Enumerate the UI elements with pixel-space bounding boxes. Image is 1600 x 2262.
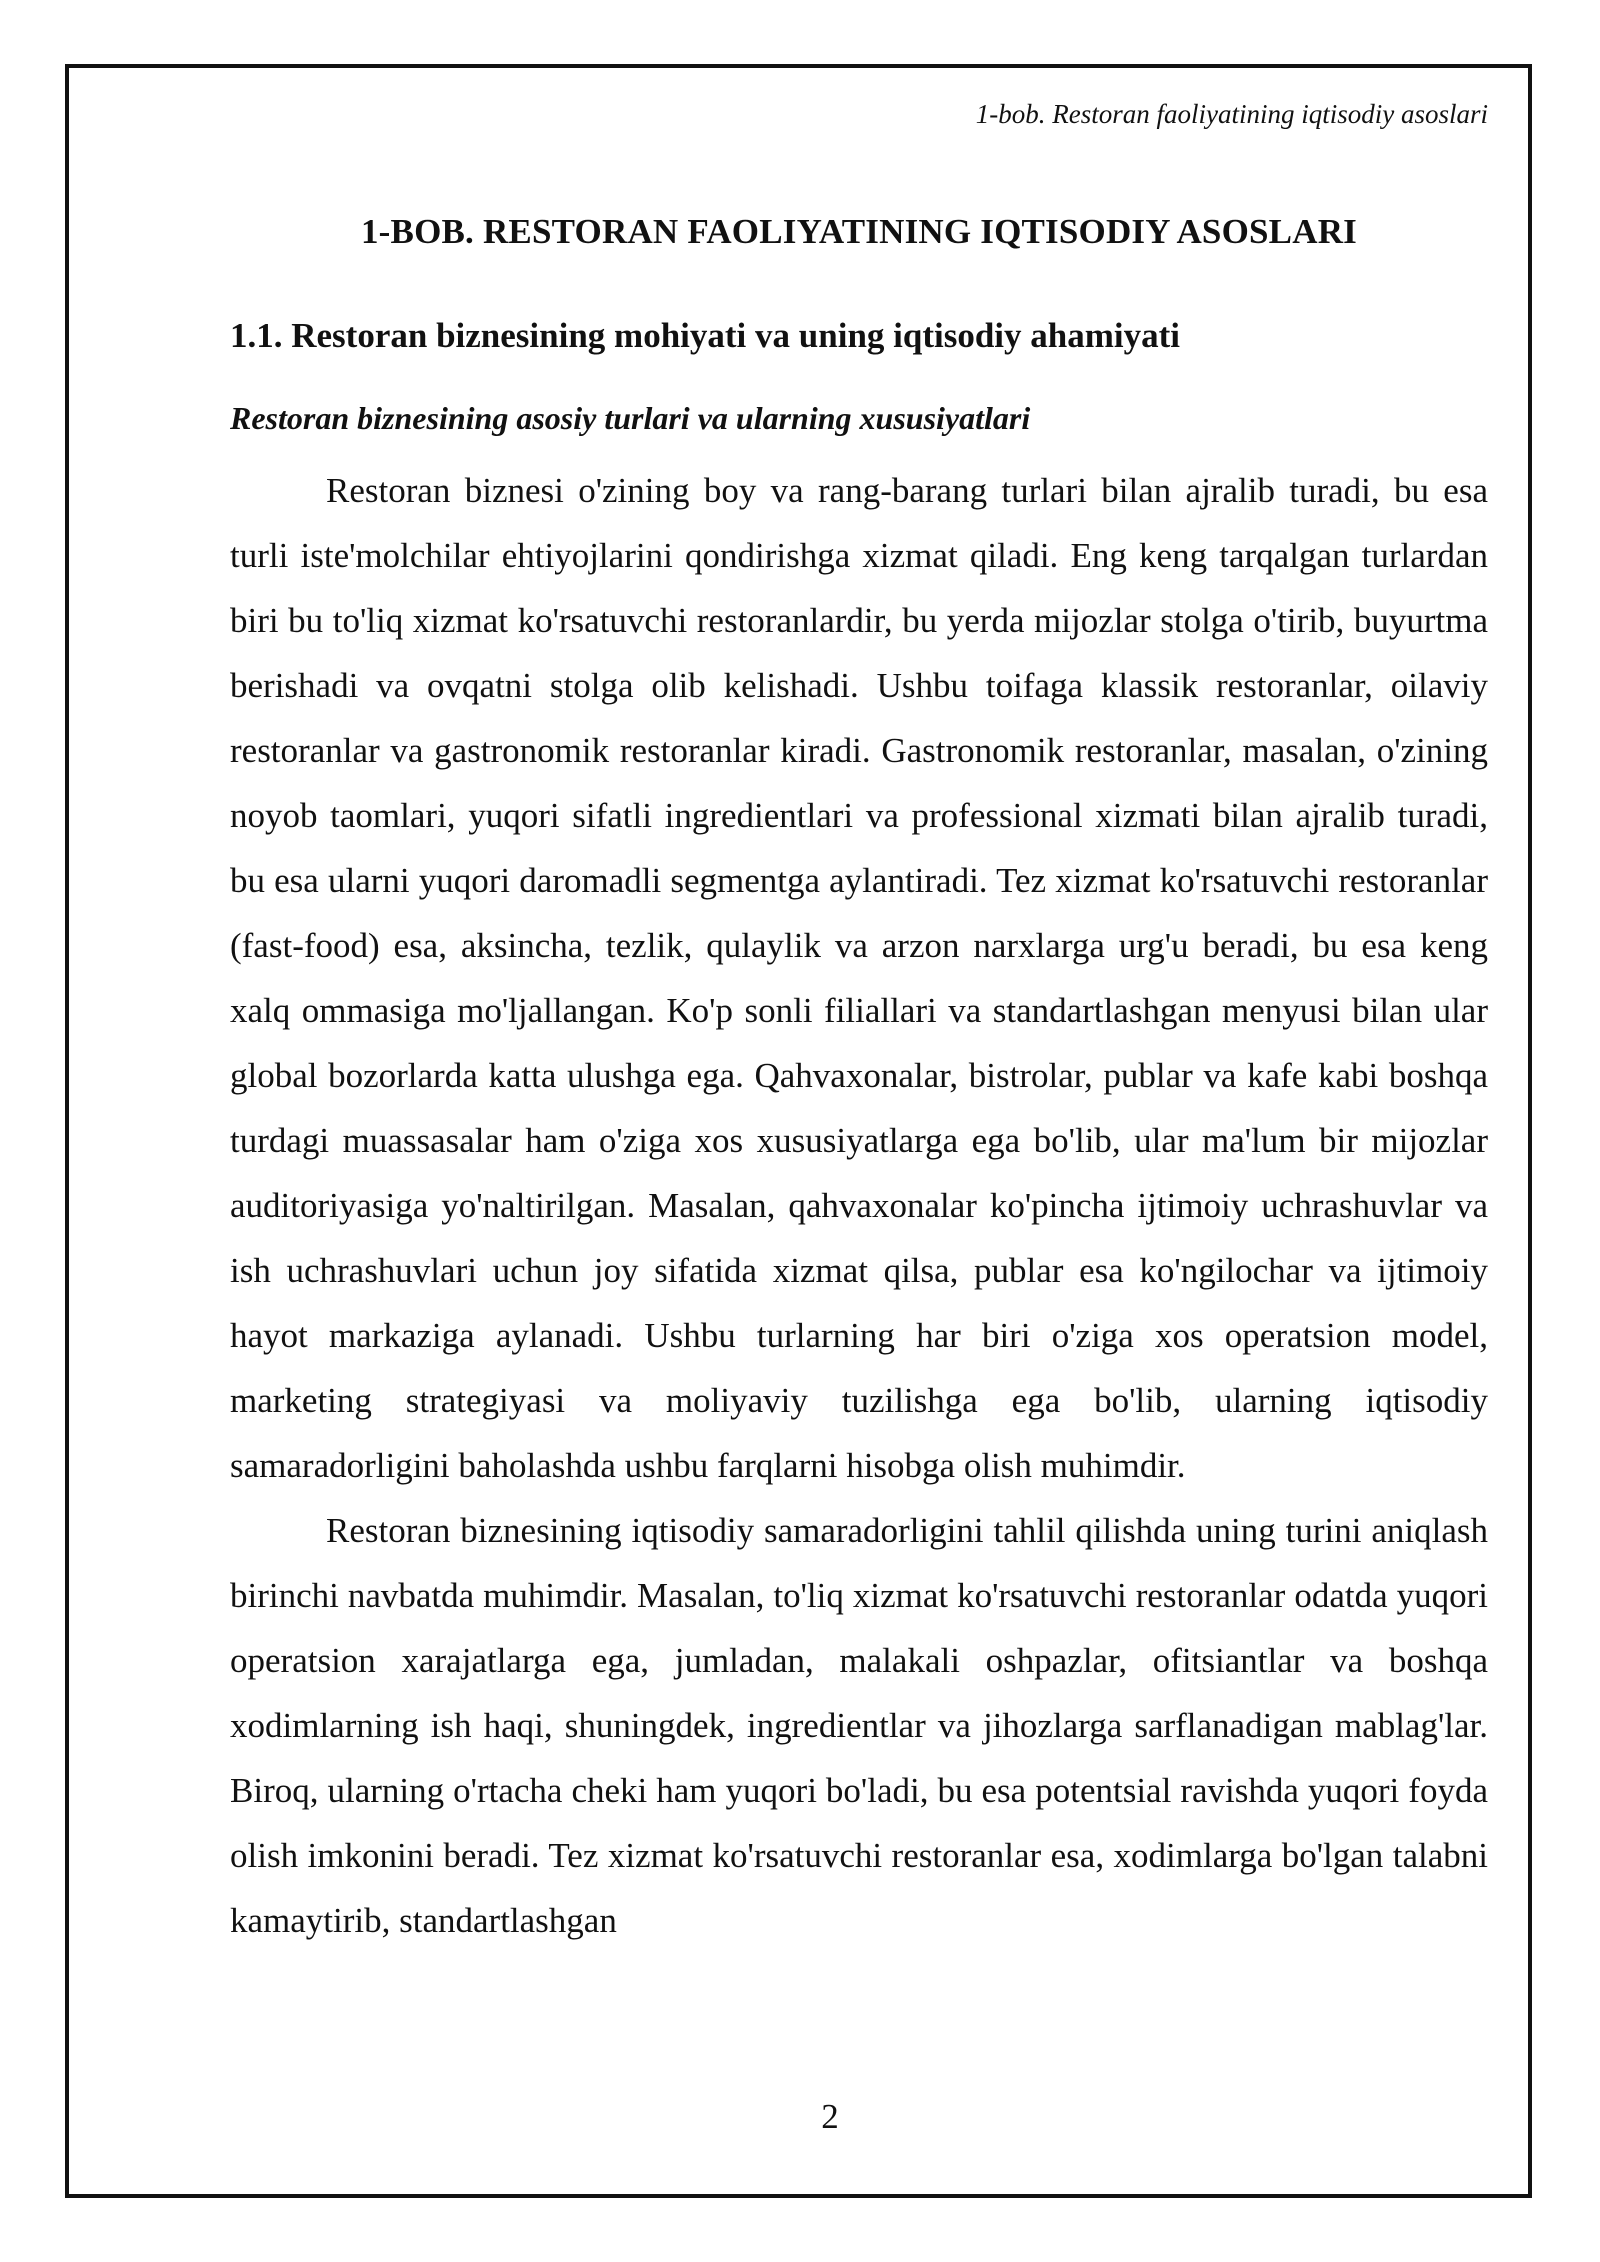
document-body — [230, 210, 1488, 1953]
running-header: 1-bob. Restoran faoliyatining iqtisodiy asoslari — [975, 99, 1488, 129]
body-paragraph: Restoran biznesining iqtisodiy samaradorligini tahlil qilishda uning turini aniqlash birinchi navbatda muhimdir. Masalan, to'liq xizmat ko'rsatuvchi restoranlar odatda yuqori operatsion xarajatlarga ega, jumladan, malakali oshpazlar, ofitsiantlar va boshqa xodimlarning ish haqi, shuningdek, ingredientlar va jihozlarga sarflanadigan mablag'lar. Biroq, ularning o'rtacha cheki ham yuqori bo'ladi, bu esa potentsial ravishda yuqori foyda olish imkonini beradi. Tez xizmat ko'rsatuvchi restoranlar esa, xodimlarga bo'lgan talabni kamaytirib, standartlashgan — [230, 1511, 1488, 1940]
subsection-title: Restoran biznesining asosiy turlari va ularning xususiyatlari — [230, 400, 1031, 436]
section-title: 1.1. Restoran biznesining mohiyati va uning iqtisodiy ahamiyati — [230, 316, 1181, 355]
body-paragraph: Restoran biznesi o'zining boy va rang-barang turlari bilan ajralib turadi, bu esa turli iste'molchilar ehtiyojlarini qondirishga xizmat qiladi. Eng keng tarqalgan turlardan biri bu to'liq xizmat ko'rsatuvchi restoranlardir, bu yerda mijozlar stolga o'tirib, buyurtma berishadi va ovqatni stolga olib kelishadi. Ushbu toifaga klassik restoranlar, oilaviy restoranlar va gastronomik restoranlar kiradi. Gastronomik restoranlar, masalan, o'zining noyob taomlari, yuqori sifatli ingredientlari va professional xizmati bilan ajralib turadi, bu esa ularni yuqori daromadli segmentga aylantiradi. Tez xizmat ko'rsatuvchi restoranlar (fast-food) esa, aksincha, tezlik, qulaylik va arzon narxlarga urg'u beradi, bu esa keng xalq ommasiga mo'ljallangan. Ko'p sonli filiallari va standartlashgan menyusi bilan ular global bozorlarda katta ulushga ega. Qahvaxonalar, bistrolar, publar va kafe kabi boshqa turdagi muassasalar ham o'ziga xos xususiyatlarga ega bo'lib, ular ma'lum bir mijozlar auditoriyasiga yo'naltirilgan. Masalan, qahvaxonalar ko'pincha ijtimoiy uchrashuvlar va ish uchrashuvlari uchun joy sifatida xizmat qilsa, publar esa ko'ngilochar va ijtimoiy hayot markaziga aylanadi. Ushbu turlarning har biri o'ziga xos operatsion model, marketing strategiyasi va moliyaviy tuzilishga ega bo'lib, ularning iqtisodiy samaradorligini baholashda ushbu farqlarni hisobga olish muhimdir. — [230, 471, 1488, 1485]
chapter-title: 1-BOB. RESTORAN FAOLIYATINING IQTISODIY ASOSLARI — [360, 212, 1357, 251]
page-number: 2 — [821, 2097, 839, 2136]
